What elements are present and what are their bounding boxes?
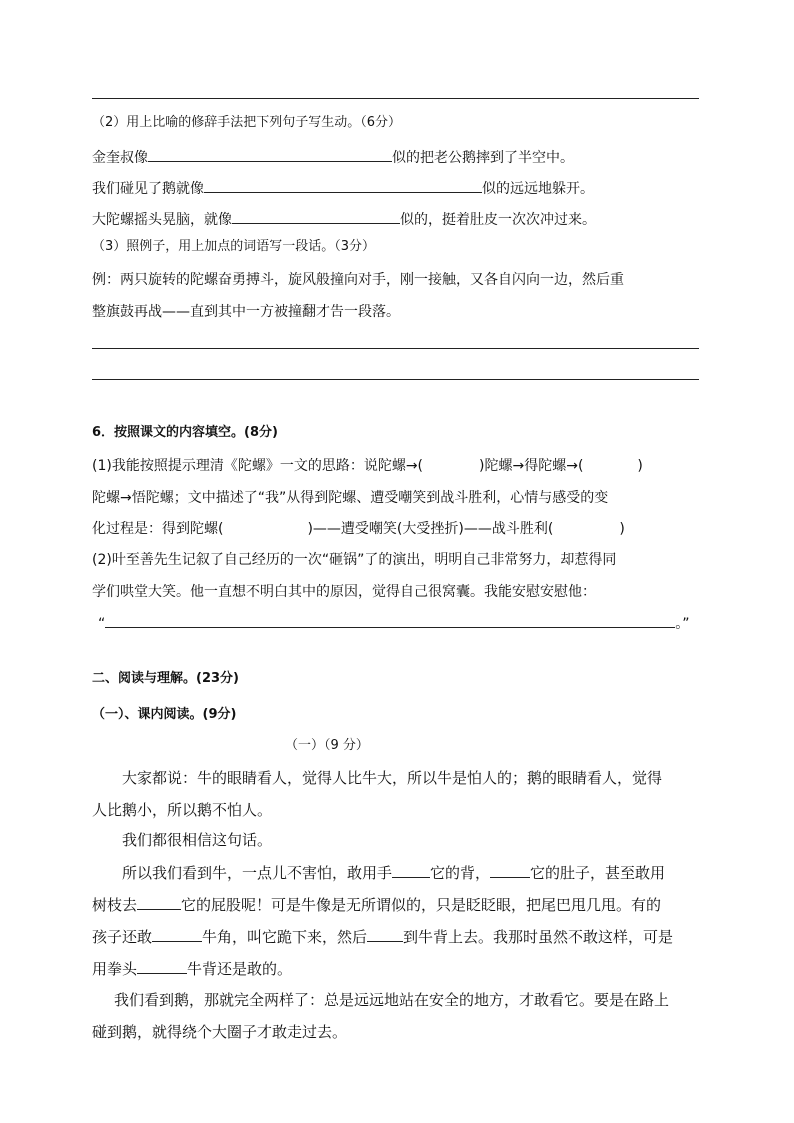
- q6-line-3: [92, 519, 625, 539]
- passage-blank-1[interactable]: [392, 862, 430, 878]
- passage-blank-5[interactable]: [367, 926, 403, 942]
- sentence-3-pre: 大陀螺摇头晃脑，就像: [92, 212, 232, 228]
- answer-line-1[interactable]: [92, 348, 699, 349]
- sentence-3-blank[interactable]: [232, 208, 400, 224]
- passage-p3-line-4: [92, 958, 292, 979]
- sentence-3: [92, 208, 596, 230]
- q5-part2-title: （2）用上比喻的修辞手法把下列句子写生动。（6分）: [92, 115, 402, 130]
- p3-l1-c: 它的肚子，甚至敢用: [530, 864, 666, 882]
- passage-blank-3[interactable]: [137, 894, 181, 910]
- section-2-subtitle: （一）、课内阅读。(9分): [92, 707, 237, 722]
- p3-l2-b: 它的屁股呢！可是牛像是无所谓似的，只是眨眨眼，把尾巴甩几甩。有的: [181, 896, 662, 914]
- p3-l4-a: 用拳头: [92, 960, 138, 978]
- sentence-1-blank[interactable]: [148, 146, 392, 162]
- passage-blank-6[interactable]: [137, 958, 187, 974]
- sentence-2-pre: 我们碰见了鹅就像: [92, 181, 204, 197]
- q6-line-3-b: )——遭受嘲笑(大受挫折)——战斗胜利(: [307, 521, 554, 537]
- q5-part3-title: （3）照例子，用上加点的词语写一段话。（3分）: [92, 239, 376, 254]
- section-2-title: 二、阅读与理解。(23分): [92, 671, 239, 686]
- quote-close: 。”: [675, 616, 690, 632]
- answer-line-top: [92, 98, 699, 99]
- q6-line-1-b: )陀螺→得陀螺→(: [479, 458, 584, 474]
- q6-line-1: [92, 456, 643, 476]
- q6-line-1-a: (1)我能按照提示理清《陀螺》一文的思路：说陀螺→(: [92, 458, 424, 474]
- p3-l4-b: 牛背还是敢的。: [187, 960, 293, 978]
- q6-line-5: 学们哄堂大笑。他一直想不明白其中的原因，觉得自己很窝囊。我能安慰安慰他：: [92, 584, 596, 600]
- sentence-3-post: 似的，挺着肚皮一次次冲过来。: [400, 212, 596, 228]
- passage-p2: 我们都很相信这句话。: [122, 831, 273, 849]
- sentence-2: [92, 177, 594, 199]
- passage-p3-line-2: [92, 894, 661, 915]
- p3-l2-a: 树枝去: [92, 896, 138, 914]
- passage-p3-line-3: [92, 926, 673, 947]
- example-line-1: 例：两只旋转的陀螺奋勇搏斗，旋风般撞向对手，刚一接触，又各自闪向一边，然后重: [92, 272, 624, 288]
- sentence-1-pre: 金奎叔像: [92, 150, 148, 166]
- p3-l3-b: 牛角，叫它跪下来，然后: [202, 928, 368, 946]
- passage-p3-line-1: [122, 862, 665, 883]
- passage-p4-line-2: 碰到鹅，就得绕个大圈子才敢走过去。: [92, 1023, 348, 1041]
- example-line-2: 整旗鼓再战——直到其中一方被撞翻才告一段落。: [92, 304, 400, 320]
- p3-l1-b: 它的背，: [430, 864, 491, 882]
- sentence-2-post: 似的远远地躲开。: [482, 181, 594, 197]
- q6-answer-blank[interactable]: [105, 612, 675, 628]
- passage-p1-line-2: 人比鹅小，所以鹅不怕人。: [92, 801, 273, 819]
- sentence-1-post: 似的把老公鹅摔到了半空中。: [392, 150, 574, 166]
- passage-center-title: （一）（9 分）: [285, 738, 369, 753]
- sentence-2-blank[interactable]: [204, 177, 482, 193]
- q6-line-1-c: ): [637, 458, 643, 474]
- p3-l3-c: 到牛背上去。我那时虽然不敢这样，可是: [403, 928, 674, 946]
- passage-p1-line-1: 大家都说：牛的眼睛看人，觉得人比牛大，所以牛是怕人的；鹅的眼睛看人，觉得: [122, 769, 663, 787]
- passage-p4-line-1: 我们看到鹅，那就完全两样了：总是远远地站在安全的地方，才敢看它。要是在路上: [114, 991, 670, 1009]
- q6-line-6: [98, 612, 690, 634]
- passage-blank-2[interactable]: [490, 862, 530, 878]
- p3-l3-a: 孩子还敢: [92, 928, 153, 946]
- answer-line-2[interactable]: [92, 379, 699, 380]
- passage-blank-4[interactable]: [152, 926, 202, 942]
- q6-line-3-c: ): [619, 521, 625, 537]
- quote-open: “: [98, 616, 106, 632]
- sentence-1: [92, 146, 574, 168]
- q6-line-4: (2)叶至善先生记叙了自己经历的一次“砸锅”了的演出，明明自己非常努力，却惹得同: [92, 552, 617, 568]
- p3-l1-a: 所以我们看到牛，一点儿不害怕，敢用手: [122, 864, 393, 882]
- q6-title: 6．按照课文的内容填空。(8分): [92, 425, 278, 440]
- q6-line-2: 陀螺→悟陀螺；文中描述了“我”从得到陀螺、遭受嘲笑到战斗胜利，心情与感受的变: [92, 490, 609, 506]
- q6-line-3-a: 化过程是：得到陀螺(: [92, 521, 224, 537]
